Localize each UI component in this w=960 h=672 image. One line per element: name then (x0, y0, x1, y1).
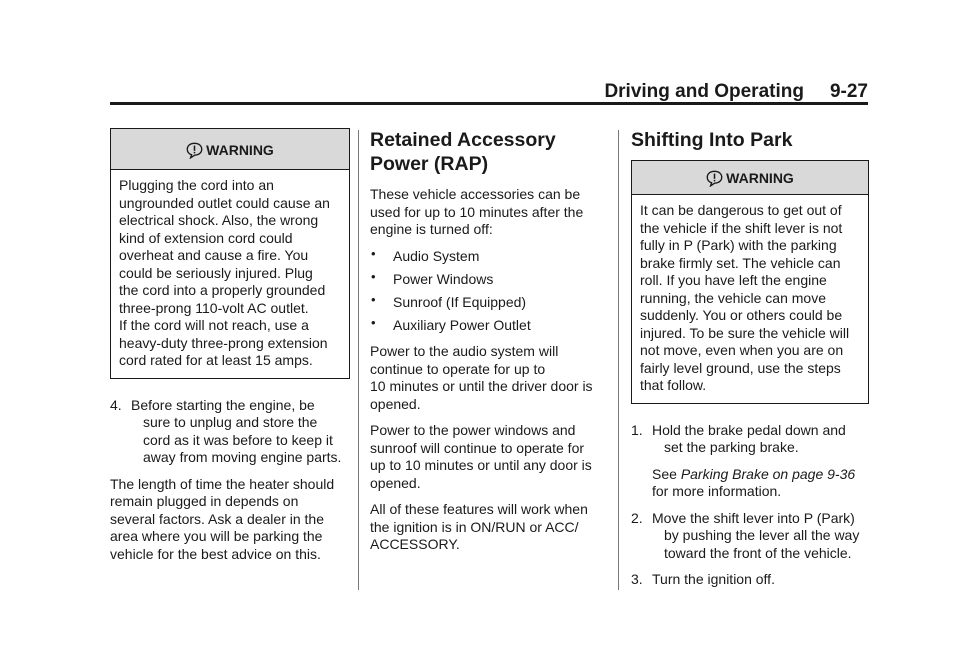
bullet-icon: • (371, 291, 376, 307)
bullet-item: • Auxiliary Power Outlet (371, 314, 531, 333)
section-title-header: Driving and Operating (604, 81, 804, 102)
windows-paragraph: Power to the power windows and sunroof will continue to operate for up to 10 minutes or until any door is opened. (370, 422, 592, 491)
column-divider (358, 130, 359, 590)
bullet-item: • Audio System (371, 245, 480, 264)
bullet-icon: • (371, 268, 376, 284)
step-1: 1. Hold the brake pedal down and set the parking brake. (631, 421, 846, 455)
warning-text: Plugging the cord into an ungrounded outlet could cause an electrical shock. Also, the wrong kind of extension cord could overheat and cause a fire. You could be seriously injured. Plug the cord into a properly grounded three-prong 110-volt AC outlet. If the cord will not reach, use a heavy-duty three-prong extension cord rated for at least 15 amps. (119, 177, 330, 368)
column-1 (110, 128, 350, 572)
bullet-item: • Power Windows (371, 268, 494, 287)
step-3: 3. Turn the ignition off. (631, 571, 775, 587)
bullet-item: • Sunroof (If Equipped) (371, 291, 527, 310)
features-paragraph: All of these features will work when the ignition is in ON/RUN or ACC/ ACCESSORY. (370, 501, 588, 552)
warning-header (111, 129, 349, 170)
step-2: 2. Move the shift lever into P (Park) by pushing the lever all the way toward the front of the vehicle. (631, 509, 860, 561)
warning-speech-icon (186, 142, 203, 159)
page-number: 9-27 (829, 81, 868, 102)
warning-text: It can be dangerous to get out of the vehicle if the shift lever is not fully in P (Park) with the parking brake firmly set. The vehicle can roll. If you have left the engine running, the vehicle can move suddenly. You or others could be injured. To be sure the vehicle will not move, even when you are on fairly level ground, use the steps that follow. (640, 202, 850, 393)
shifting-heading: Shifting Into Park (631, 129, 793, 151)
rap-intro: These vehicle accessories can be used for up to 10 minutes after the engine is turned off: (370, 186, 584, 237)
heater-paragraph: The length of time the heater should remain plugged in depends on several factors. Ask a dealer in the area where you will be parking the vehicle for the best advice on this. (110, 475, 335, 562)
audio-paragraph: Power to the audio system will continue to operate for up to 10 minutes or until the driver door is opened. (370, 343, 593, 412)
warning-label: WARNING (206, 142, 274, 158)
warning-box (110, 128, 350, 379)
bullet-icon: • (371, 245, 376, 261)
page-header (110, 80, 868, 104)
warning-box (631, 160, 869, 404)
parking-brake-link[interactable]: Parking Brake on page 9-36 (680, 465, 856, 482)
warning-header (632, 161, 868, 195)
warning-label: WARNING (726, 170, 794, 186)
header-rule (110, 102, 868, 105)
see-reference: See Parking Brake on page 9-36 for more information. (652, 465, 856, 499)
column-2 (370, 128, 606, 563)
column-divider (618, 130, 619, 590)
rap-heading: Retained Accessory Power (RAP) (370, 129, 556, 175)
bullet-icon: • (371, 314, 376, 330)
warning-speech-icon (706, 170, 723, 187)
step-4: 4. Before starting the engine, be sure to unplug and store the cord as it was before to keep it away from moving engine parts. (110, 396, 342, 465)
column-3 (631, 128, 869, 598)
